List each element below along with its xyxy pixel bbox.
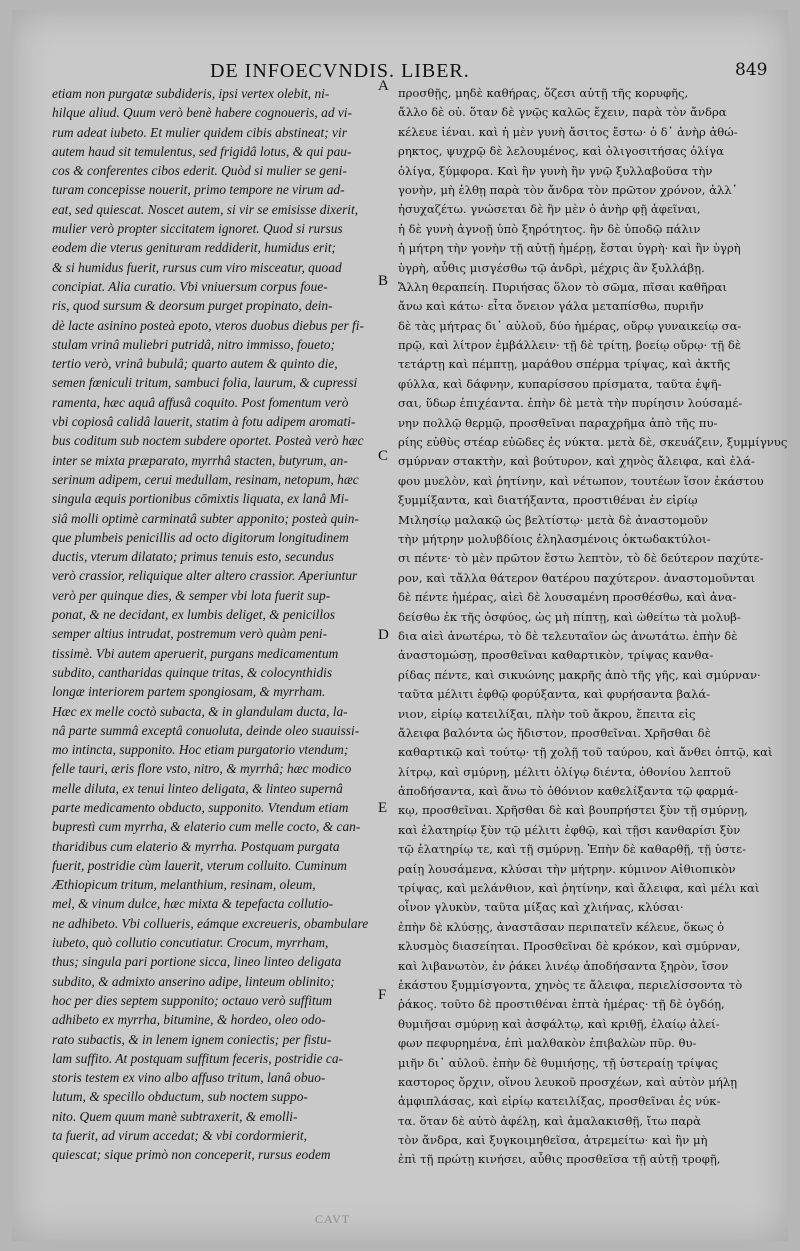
greek-text-line: ἐπὶ τῇ πρώτῃ κινήσει, αὖθις προσθεῖσα τῇ αὐτῇ τροφῇ, (398, 1152, 721, 1167)
greek-text-line: κῳ, προσθεῖναι. Χρῆσθαι δὲ καὶ βουπρήστει ξὺν τῇ σμύρνῃ, (398, 803, 748, 818)
latin-column (52, 84, 375, 1204)
latin-text-line: vbi copiosâ calidâ lauerit, statim à fotu adipem aromati- (52, 414, 356, 430)
greek-text-line: ρίδας πέντε, καὶ σικυώνης μακρῆς ἀπὸ τῆς γῆς, καὶ σμύρναν· (398, 667, 761, 682)
latin-text-line: semen fœniculi tritum, sambuci folia, laurum, & cupressi (52, 375, 358, 391)
greek-text-line: ὑγρὴ, αὖθις μισγέσθω τῷ ἀνδρὶ, μέχρις ἂν ξυλλάβῃ. (398, 260, 705, 275)
latin-text-line: bus coditum sub noctem subdere oportet. Posteà verò hæc (52, 433, 364, 449)
greek-text-line: ἐπὴν δὲ κλύσῃς, ἀναστᾶσαν περιπατεῖν κέλευε, ὅκως ὁ (398, 919, 725, 934)
margin-letter-d: D (378, 627, 389, 643)
margin-letter-c: C (378, 448, 389, 464)
greek-text-line: ἀμφιπλάσας, καὶ εἰρίῳ κατειλίξας, προσθεῖναι ἐς νύκ- (398, 1094, 721, 1109)
latin-text-line: subdito, & admixto anserino adipe, linteum oblinito; (52, 973, 335, 989)
latin-text-line: ramenta, hæc aquâ affusâ coquito. Post fomentum verò (52, 394, 349, 410)
greek-text-line: ἡ δὲ γυνὴ ἀγνοῇ ὑπὸ ξηρότητος. ἢν δὲ ὑποδῷ πάλιν (398, 221, 701, 236)
greek-text-line: δια αἰεὶ ἀνωτέρω, τὸ δὲ τελευταῖον ὡς ἀνωτάτω. ἐπὴν δὲ (398, 628, 738, 643)
latin-text-line: ne adhibeto. Vbi collueris, eámque excreueris, obambulare (52, 915, 369, 931)
latin-text-line: eat, sed quiescat. Noscet autem, si vir se emisisse dixerit, (52, 201, 359, 217)
greek-text-line: ξυμμίξαντα, καὶ διατήξαντα, προστιθέναι ἐν εἰρίῳ (398, 493, 698, 508)
latin-text-line: serinum adipem, cerui medullam, resinam, netopum, hæc (52, 471, 359, 487)
greek-text-line: γονὴν, μὴ ἐλθῃ παρὰ τὸν ἄνδρα τὸν πρῶτον χρόνον, ἀλλ᾽ (398, 182, 738, 197)
latin-text-line: & si humidus fuerit, rursus cum viro misceatur, quoad (52, 259, 342, 275)
greek-text-line: φων πεφυρημένα, ἐπὶ μαλθακὸν ἐπιβαλὼν πῦρ. θυ- (398, 1036, 697, 1051)
greek-text-line: ἄνω καὶ κάτω· εἶτα ὄνειον γάλα μεταπίσθω, πυριῆν (398, 299, 704, 314)
greek-text-line: τῷ ἐλατηρίῳ τε, καὶ τῇ σμύρνῃ. Ἐπὴν δὲ καθαρθῇ, τῇ ὑστε- (398, 842, 747, 857)
greek-text-line: ρηκτος, ψυχρῷ δὲ λελουμένος, καὶ ὀλιγοσιτήσας ὀλίγα (398, 144, 724, 159)
latin-text-line: longæ interiorem partem spongiosam, & myrrham. (52, 684, 326, 700)
latin-text-line: felle tauri, æris flore vsto, nitro, & myrrhâ; hæc modico (52, 761, 352, 777)
latin-text-line: singula æquis portionibus cōmixtis liquata, ex lanâ Mi- (52, 491, 349, 507)
latin-text-line: rato subactis, & in lenem ignem coniectis; per fistu- (52, 1031, 332, 1047)
margin-letter-a: A (378, 78, 389, 94)
margin-letter-e: E (378, 800, 388, 816)
latin-text-line: hilque aliud. Quum verò benè habere cognoueris, ad vi- (52, 105, 352, 121)
greek-text-line: ρίης εὐθὺς στέαρ εὐῶδες ἐς νύκτα. μετὰ δὲ, σκευάζειν, ξυμμίγνυς (398, 435, 788, 450)
latin-text-line: autem haud sit temulentus, sed frigidâ lotus, & qui pau- (52, 143, 352, 159)
greek-text-line: ραίῃ λουσάμενα, κλύσαι τὴν μήτρην. κύμινον Αἰθιοπικὸν (398, 861, 736, 876)
greek-text-line: ρον, καὶ τἄλλα θάτερον θατέρου παχύτερον. ἀναστομοῦνται (398, 570, 756, 585)
latin-text-line: iubeto, quò collutio concutiatur. Crocum, myrrham, (52, 935, 329, 951)
greek-text-line: θυμιῆσαι σμύρνῃ καὶ ἀσφάλτῳ, καὶ κριθῇ, ἐλαίῳ ἀλεί- (398, 1016, 720, 1031)
latin-text-line: subdito, cantharidas quinque tritas, & colocynthidis (52, 664, 333, 680)
latin-text-line: nâ parte summâ exceptâ conuoluta, deinde oleo suauissi- (52, 722, 360, 738)
greek-text-line: τὸν ἄνδρα, καὶ ξυγκοιμηθεῖσα, ἀτρεμείτω· καὶ ἢν μὴ (398, 1133, 708, 1148)
latin-text-line: hoc per dies septem supponito; octauo verò suffitum (52, 992, 333, 1008)
latin-text-line: ductis, vterum dilatato; primus tenuis esto, secundus (52, 549, 334, 565)
latin-text-line: ponat, & ne decidant, ex lumbis deliget, & penicillos (52, 607, 336, 623)
page-number: 849 (735, 60, 768, 80)
latin-text-line: quiescat; sique primò non conceperit, rursus eodem (52, 1147, 331, 1163)
greek-text-line: καστορος ὄρχιν, οἴνου λευκοῦ προσχέων, καὶ αὐτὸν μήλῃ (398, 1074, 738, 1089)
greek-text-line: φύλλα, καὶ δάφνην, κυπαρίσσου πρίσματα, ταῦτα ἑψῆ- (398, 376, 722, 391)
greek-text-line: ἡ μήτρη τὴν γονὴν τῇ αὐτῇ ἡμέρῃ, ἔσται ὑγρὴ· καὶ ἢν ὑγρὴ (398, 241, 741, 256)
latin-text-line: melle diluta, ex tenui linteo deligata, & linteo supernâ (52, 780, 343, 796)
latin-text-line: mel, & vinum dulce, hæc mixta & tepefacta collutio- (52, 896, 334, 912)
latin-text-line: buprestì cum myrrha, & elaterio cum melle cocto, & can- (52, 819, 361, 835)
greek-text-line: κέλευε ἰέναι. καὶ ἡ μὲν γυνὴ ἄσιτος ἔστω· ὁ δ᾽ ἀνὴρ ἀθώ- (398, 124, 738, 139)
margin-letter-b: B (378, 273, 389, 289)
latin-text-line: adhibeto ex myrrha, bitumine, & hordeo, oleo odo- (52, 1012, 326, 1028)
greek-text-line: ὀλίγα, ξύμφορα. Καὶ ἢν γυνὴ ἢν γνῷ ξυλλαβοῦσα τὴν (398, 163, 713, 178)
latin-text-line: turam concepisse nouerit, primo tempore ne virum ad- (52, 182, 345, 198)
greek-text-line: σαι, ὕδωρ ἐπιχέαντα. ἐπὴν δὲ μετὰ τὴν πυρίησιν λούσαμέ- (398, 396, 743, 411)
latin-text-line: Hæc ex melle coctò subacta, & in glandulam ducta, la- (52, 703, 348, 719)
latin-text-line: mulier verò propter siccitatem ignoret. Quod si rursus (52, 221, 343, 237)
greek-text-line: τετάρτῃ καὶ πέμπτῃ, μαράθου σπέρμα τρίψας, καὶ ἀκτῆς (398, 357, 731, 372)
greek-text-line: λίτρῳ, καὶ σμύρνῃ, μέλιτι ὀλίγῳ διέντα, ὀθονίου λεπτοῦ (398, 764, 731, 779)
latin-text-line: ta fuerit, ad virum accedat; & vbi cordormierit, (52, 1128, 307, 1144)
greek-text-line: δὲ τὰς μήτρας δι᾽ αὐλοῦ, δύο ἡμέρας, οὔρῳ γυναικείῳ σα- (398, 318, 742, 333)
greek-text-line: ἀναστομώσῃ, προσθεῖναι καθαρτικὸν, τρίψας κανθα- (398, 648, 714, 663)
greek-text-line: καὶ ἐλατηρίῳ ξὺν τῷ μέλιτι ἑφθῷ, καὶ τῇσι κανθαρίσι ξὺν (398, 822, 741, 837)
greek-text-line: ἄλλο δὲ οὐ. ὅταν δὲ γνῷς καλῶς ἔχειν, παρὰ τὸν ἄνδρα (398, 105, 727, 120)
latin-text-line: dè lacte asinino posteà epoto, vteros duobus diebus per fi- (52, 317, 364, 333)
greek-text-line: πρῷ, καὶ λίτρον ἐμβάλλειν· τῇ δὲ τρίτῃ, βοείῳ οὔρῳ· τῇ δὲ (398, 338, 742, 353)
greek-text-line: ἄλειφα βαλόντα ὡς ἥδιστον, προσθεῖναι. Χρῆσθαι δὲ (398, 725, 711, 740)
greek-text-line: δείσθω ἐκ τῆς ὀσφύος, ὡς μὴ πίπτῃ, καὶ ὠθείτω τὰ μολυβ- (398, 609, 741, 624)
greek-text-line: φου μυελὸν, καὶ ῥητίνην, καὶ νέτωπον, τουτέων ἴσον ἑκάστου (398, 473, 764, 488)
greek-text-line: οἶνον γλυκὺν, ταῦτα μίξας καὶ χλιήνας, κλύσαι· (398, 900, 684, 915)
greek-text-line: δὲ πέντε ἡμέρας, αἰεὶ δὲ λουσαμένη προσθέσθω, καὶ ἀνα- (398, 590, 737, 605)
latin-text-line: fuerit, postridie cùm lauerit, vterum colluito. Cuminum (52, 857, 347, 873)
latin-text-line: lam suffito. At postquam suffitum feceris, postridie ca- (52, 1050, 343, 1066)
latin-text-line: siâ molli optimè carminatâ subter apponito; posteà quin- (52, 510, 359, 526)
latin-text-line: tissimè. Vbi autem aperuerit, purgans medicamentum (52, 645, 339, 661)
latin-text-line: verò per quinque dies, & semper vbi lota fuerit sup- (52, 587, 331, 603)
greek-text-line: σμύρναν στακτὴν, καὶ βούτυρον, καὶ χηνὸς ἄλειφα, καὶ ἐλά- (398, 454, 755, 469)
latin-text-line: lutum, & specillo obductum, sub noctem suppo- (52, 1089, 308, 1105)
greek-text-line: τα. ὅταν δὲ αὐτὸ ἀφέλῃ, καὶ ἀμαλακισθῇ, ἴτω παρὰ (398, 1113, 701, 1128)
latin-text-line: que plumbeis penicillis ad octo digitorum longitudinem (52, 529, 349, 545)
greek-text-line: καὶ λιβανωτὸν, ἐν ῥάκει λινέῳ ἀποδήσαντα ξηρὸν, ἴσον (398, 958, 729, 973)
greek-column (398, 84, 788, 1204)
latin-text-line: Æthiopicum tritum, melanthium, resinam, oleum, (52, 877, 316, 893)
latin-text-line: parte medicamento obducto, supponito. Vtendum etiam (52, 799, 349, 815)
latin-text-line: eodem die vterus genituram reddiderit, humidus erit; (52, 240, 337, 256)
greek-text-line: σι πέντε· τὸ μὲν πρῶτον ἔστω λεπτὸν, τὸ δὲ δεύτερον παχύτε- (398, 551, 764, 566)
latin-text-line: mo intincta, supponito. Hoc etiam purgatorio vtendum; (52, 742, 349, 758)
latin-text-line: stulam vrinâ muliebri putridâ, nitro immisso, foueto; (52, 336, 335, 352)
catchword: CAVT (315, 1212, 351, 1226)
greek-text-line: καθαρτικῷ καὶ τούτῳ· τῇ χολῇ τοῦ ταύρου, καὶ ἄνθει ὀπτῷ, καὶ (398, 745, 773, 760)
latin-text-line: ris, quod sursum & deorsum purget propinato, dein- (52, 298, 333, 314)
greek-text-line: νιον, εἰρίῳ κατειλίξαι, πλὴν τοῦ ἄκρου, ἔπειτα εἰς (398, 706, 696, 721)
greek-text-line: ἡσυχαζέτω. γνώσεται δὲ ἢν μὲν ὁ ἀνὴρ φῇ ἀφεῖναι, (398, 202, 701, 217)
greek-text-line: ῥάκος. τοῦτο δὲ προστιθέναι ἑπτὰ ἡμέρας· τῇ δὲ ὀγδόῃ, (398, 997, 725, 1012)
greek-text-line: ταῦτα μέλιτι ἑφθῷ φορύξαντα, καὶ φυρήσαντα βαλά- (398, 687, 711, 702)
latin-text-line: tertio verò, vrinâ bubulâ; quarto autem & quinto die, (52, 356, 338, 372)
greek-text-line: μιῆν δι᾽ αὐλοῦ. ἐπὴν δὲ θυμιήσῃς, τῇ ὑστεραίῃ τρίψας (398, 1055, 719, 1070)
greek-text-line: νην πολλῷ θερμῷ, προσθεῖναι παραχρῆμα ἀπὸ τῆς πυ- (398, 415, 718, 430)
greek-text-line: κλυσμὸς διασείηται. Προσθεῖναι δὲ κρόκον, καὶ σμύρναν, (398, 939, 741, 954)
latin-text-line: etiam non purgatæ subdideris, ipsi vertex olebit, ni- (52, 86, 330, 101)
running-head: DE INFOECVNDIS. LIBER. (210, 60, 470, 82)
latin-text-line: semper altius intrudat, postremum verò quàm peni- (52, 626, 328, 642)
latin-text-line: tharidibus cum elaterio & myrrha. Postquam purgata (52, 838, 340, 854)
greek-text-line: Ἄλλη θεραπείη. Πυριήσας ὅλον τὸ σῶμα, πῖσαι καθῆραι (398, 279, 727, 294)
greek-text-line: προσθῇς, μηδὲ καθήρας, ὄζεσι αὐτῇ τῆς κορυφῆς, (398, 86, 689, 100)
greek-text-line: τὴν μήτρην μολυβδίοις ἐληλασμένοις ὀκτωδακτύλοι- (398, 531, 711, 546)
latin-text-line: thus; singula pari portione sicca, lineo linteo deligata (52, 954, 342, 970)
latin-text-line: inter se mixta præparato, myrrhâ stacten, butyrum, an- (52, 452, 348, 468)
page-header (0, 60, 800, 86)
greek-text-line: ἀποδήσαντα, καὶ ἄνω τὸ ὀθόνιον καθελίξαντα τῷ φαρμά- (398, 784, 739, 799)
latin-text-line: verò crassior, reliquique alter altero crassior. Aperiuntur (52, 568, 358, 584)
latin-text-line: cos & conferentes cibos ederit. Quòd si mulier se geni- (52, 163, 347, 179)
margin-letter-f: F (378, 987, 387, 1003)
greek-text-line: ἑκάστου ξυμμίσγοντα, χηνὸς τε ἄλειφα, περιελίσσοντα τὸ (398, 977, 743, 992)
latin-text-line: storis testem ex vino albo affuso tritum, lanâ obuo- (52, 1070, 326, 1086)
greek-text-line: τρίψας, καὶ μελάνθιον, καὶ ῥητίνην, καὶ ἄλειφα, καὶ μέλι καὶ (398, 881, 760, 896)
latin-text-line: concipiat. Alia curatio. Vbi vniuersum corpus foue- (52, 278, 328, 294)
greek-text-line: Μιλησίῳ μαλακῷ ὡς βελτίστῳ· μετὰ δὲ ἀναστομοῦν (398, 512, 709, 527)
latin-text-line: rum adeat iubeto. Et mulier quidem cibis abstineat; vir (52, 124, 347, 140)
latin-text-line: nito. Quem quum manè subtraxerit, & emolli- (52, 1108, 298, 1124)
